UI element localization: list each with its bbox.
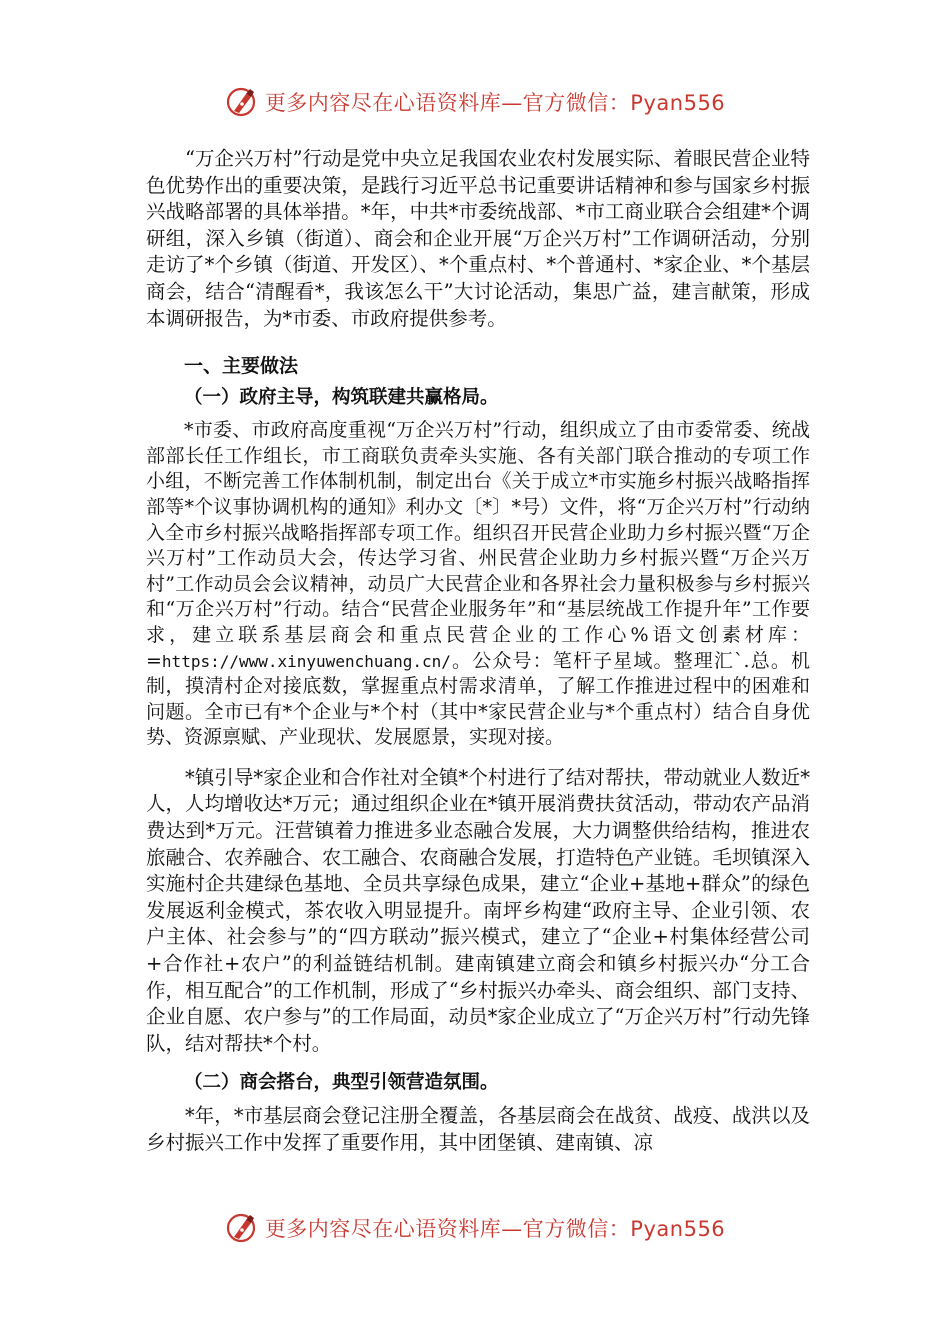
- header-banner: [0, 82, 950, 122]
- section-heading-1: 一、主要做法: [184, 355, 299, 378]
- subsection-2-paragraph-1: *年，*市基层商会登记注册全覆盖，各基层商会在战贫、战疫、战洪以及乡村振兴工作中发挥了重要作用，其中团堡镇、建南镇、凉: [146, 1104, 810, 1154]
- intro-paragraph: “万企兴万村”行动是党中央立足我国农业农村发展实际、着眼民营企业特色优势作出的重要决策，是践行习近平总书记重要讲话精神和参与国家乡村振兴战略部署的具体举措。*年，中共*市委统战部、*市工商业联合会组建*个调研组，深入乡镇（街道）、商会和企业开展“万企兴万村”工作调研活动，分别走访了*个乡镇（街道、开发区）、*个重点村、*个普通村、*家企业、*个基层商会，结合“清醒看*，我该怎么干”大讨论活动，集思广益，建言献策，形成本调研报告，为*市委、市政府提供参考。: [146, 147, 810, 330]
- paragraph-text-part-1: *市委、市政府高度重视“万企兴万村”行动，组织成立了由市委常委、统战部部长任工作组长，市工商联负责牵头实施、各有关部门联合推动的专项工作小组，不断完善工作体制机制，制定出台《关于成立*市实施乡村振兴战略指挥部等*个议事协调机构的通知》利办文〔*〕*号）文件，将“万企兴万村”行动纳入全市乡村振兴战略指挥部专项工作。组织召开民营企业助力乡村振兴暨“万企兴万村”工作动员大会，传达学习省、州民营企业助力乡村振兴暨“万企兴万村”工作动员会会议精神，动员广大民营企业和各界社会力量积极参与乡村振兴和“万企兴万村”行动。结合“民营企业服务年”和“基层统战工作提升年”工作要求，建立联系基层商会和重点民营企业的工作心%语文创素材库：=: [146, 419, 810, 672]
- subsection-1-paragraph-2: *镇引导*家企业和合作社对全镇*个村进行了结对帮扶，带动就业人数近*人，人均增收达*万元；通过组织企业在*镇开展消费扶贫活动，带动农产品消费达到*万元。汪营镇着力推进多业态融合发展，大力调整供给结构，推进农旅融合、农养融合、农工融合、农商融合发展，打造特色产业链。毛坝镇深入实施村企共建绿色基地、全员共享绿色成果，建立“企业+基地+群众”的绿色发展返利金模式，茶农收入明显提升。南坪乡构建“政府主导、企业引领、农户主体、社会参与”的“四方联动”振兴模式，建立了“企业+村集体经营公司+合作社+农户”的利益链结机制。建南镇建立商会和镇乡村振兴办“分工合作，相互配合”的工作机制，形成了“乡村振兴办牵头、商会组织、部门支持、企业自愿、农户参与”的工作局面，动员*家企业成立了“万企兴万村”行动先锋队，结对帮扶*个村。: [146, 765, 810, 1055]
- footer-banner-text: 更多内容尽在心语资料库—官方微信：Pyan556: [264, 1217, 726, 1241]
- paragraph-text-part-2: 。公众号：笔杆子星域。整理汇`.总。机制，摸清村企对接底数，掌握重点村需求清单，了解工作推进过程中的困难和问题。全市已有*个企业与*个村（其中*家民营企业与*个重点村）结合自身优势、资源禀赋、产业现状、发展愿景，实现对接。: [146, 649, 810, 749]
- header-banner-text: 更多内容尽在心语资料库—官方微信：Pyan556: [264, 91, 726, 115]
- subsection-1-paragraph-1: [146, 418, 810, 751]
- pen-nib-logo-icon: [225, 85, 259, 119]
- pen-nib-logo-icon: [225, 1211, 259, 1245]
- website-url: https://www.xinyuwenchuang.cn/: [161, 651, 451, 671]
- document-body: [146, 146, 810, 1157]
- footer-banner: [0, 1208, 950, 1248]
- subsection-heading-2: （二）商会搭台，典型引领营造氛围。: [184, 1072, 499, 1094]
- subsection-heading-1: （一）政府主导，构筑联建共赢格局。: [184, 387, 499, 409]
